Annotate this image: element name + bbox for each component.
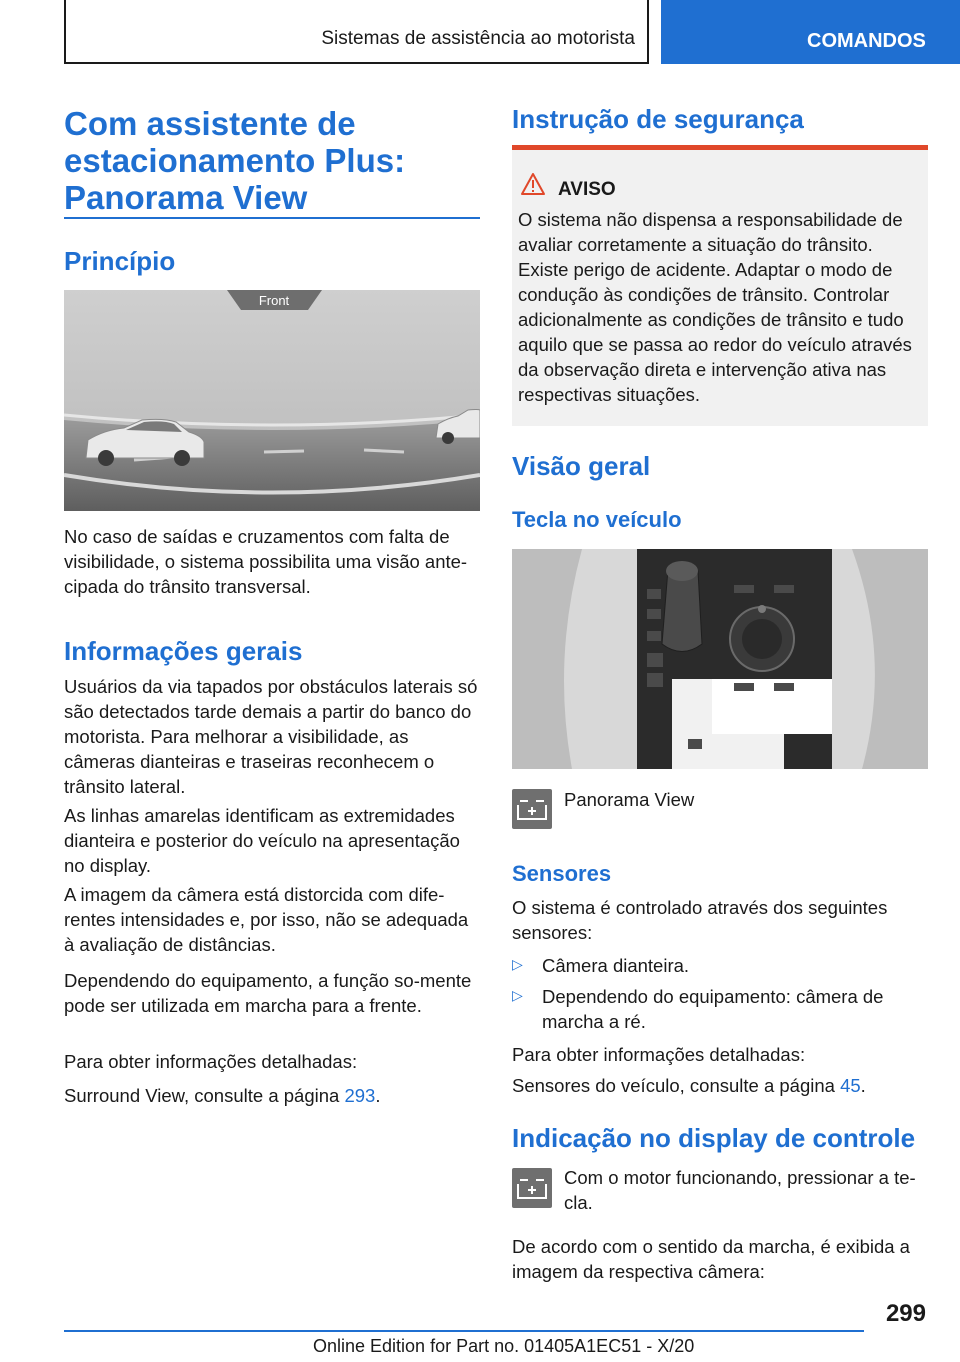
front-label: Front bbox=[258, 293, 290, 308]
panorama-view-button-icon-2 bbox=[512, 1168, 552, 1208]
para-info-3: A imagem da câmera está distorcida com dife-rentes intensidades e, por isso, não se adequada à avaliação de distâncias. bbox=[64, 884, 469, 955]
warning-title: AVISO bbox=[558, 179, 616, 200]
front-camera-image bbox=[64, 290, 480, 511]
list-bullet-2: ▷ bbox=[512, 987, 523, 1003]
ref-text: Sensores do veículo, consulte a página bbox=[512, 1075, 841, 1096]
page-link-293[interactable]: 293 bbox=[344, 1085, 376, 1106]
heading-indicacao: Indicação no display de controle bbox=[512, 1123, 916, 1153]
list-item-2: Dependendo do equipamento: câmera de marcha a ré. bbox=[542, 986, 884, 1032]
page-title-line-1: Com assistente de bbox=[64, 105, 356, 142]
list-bullet-1: ▷ bbox=[512, 956, 523, 972]
display-step-text: Com o motor funcionando, pressionar a te-cla. bbox=[564, 1167, 916, 1213]
warning-text: O sistema não dispensa a responsabilidade de avaliar corretamente a situação do trânsito. Existe perigo de acidente. Adaptar o modo de condução às condições de trânsito. Controlar adicionalmente as condições de trânsito e tudo aquilo que se passa ao redor do veículo através da observação direta e intervenção ativa nas respectivas situações. bbox=[518, 209, 912, 405]
vehicle-console-image bbox=[512, 549, 928, 769]
title-divider bbox=[64, 217, 480, 219]
warning-box bbox=[512, 145, 928, 426]
warning-triangle-icon bbox=[520, 172, 546, 196]
footer-edition: Online Edition for Part no. 01405A1EC51 - X/20 bbox=[313, 1336, 695, 1356]
header-section-box bbox=[64, 0, 649, 64]
page-title-line-2: estacionamento Plus: bbox=[64, 142, 406, 179]
heading-principio: Princípio bbox=[64, 246, 176, 276]
ref-text: Surround View, consulte a página bbox=[64, 1085, 345, 1106]
heading-informacoes: Informações gerais bbox=[64, 636, 303, 666]
page-number: 299 bbox=[885, 1300, 926, 1327]
heading-seguranca: Instrução de segurança bbox=[512, 104, 804, 134]
heading-visao-geral: Visão geral bbox=[512, 451, 651, 481]
footer-divider bbox=[64, 1330, 864, 1332]
para-info-4: Dependendo do equipamento, a função so-mente pode ser utilizada em marcha para a frente. bbox=[64, 970, 472, 1016]
page-link-45[interactable]: 45 bbox=[840, 1075, 861, 1096]
header-chapter-tab bbox=[661, 0, 960, 64]
panorama-view-label: Panorama View bbox=[564, 789, 695, 810]
para-final: De acordo com o sentido da marcha, é exibida a imagem da respectiva câmera: bbox=[512, 1236, 910, 1282]
para-info-1: Usuários da via tapados por obstáculos laterais só são detectados tarde demais a partir do banco do motorista. Para melhorar a visibilidade, as câmeras dianteiras e traseiras reconhecem o trânsito lateral. bbox=[64, 676, 478, 797]
ref-end: . bbox=[860, 1075, 866, 1096]
para-details: Para obter informações detalhadas: bbox=[512, 1044, 806, 1065]
page-title-line-3: Panorama View bbox=[64, 179, 308, 216]
ref-end: . bbox=[375, 1085, 381, 1106]
reference-surround-view bbox=[64, 1083, 480, 1108]
heading-tecla: Tecla no veículo bbox=[512, 507, 682, 532]
header-section-title: Sistemas de assistência ao motorista bbox=[321, 28, 635, 49]
para-principio: No caso de saídas e cruzamentos com falta de visibilidade, o sistema possibilita uma visão ante-cipada do trânsito transversal. bbox=[64, 526, 468, 597]
list-item-1: Câmera dianteira. bbox=[542, 955, 690, 976]
para-info-2: As linhas amarelas identificam as extremidades dianteira e posterior do veículo na apresentação no display. bbox=[64, 805, 460, 876]
header-chapter-label: COMANDOS bbox=[807, 30, 926, 52]
para-info-5: Para obter informações detalhadas: bbox=[64, 1051, 358, 1072]
reference-sensores bbox=[512, 1073, 928, 1098]
panorama-view-button-icon bbox=[512, 789, 552, 829]
heading-sensores: Sensores bbox=[512, 861, 612, 886]
page-title bbox=[64, 105, 405, 216]
para-sensores: O sistema é controlado através dos seguintes sensores: bbox=[512, 897, 888, 943]
